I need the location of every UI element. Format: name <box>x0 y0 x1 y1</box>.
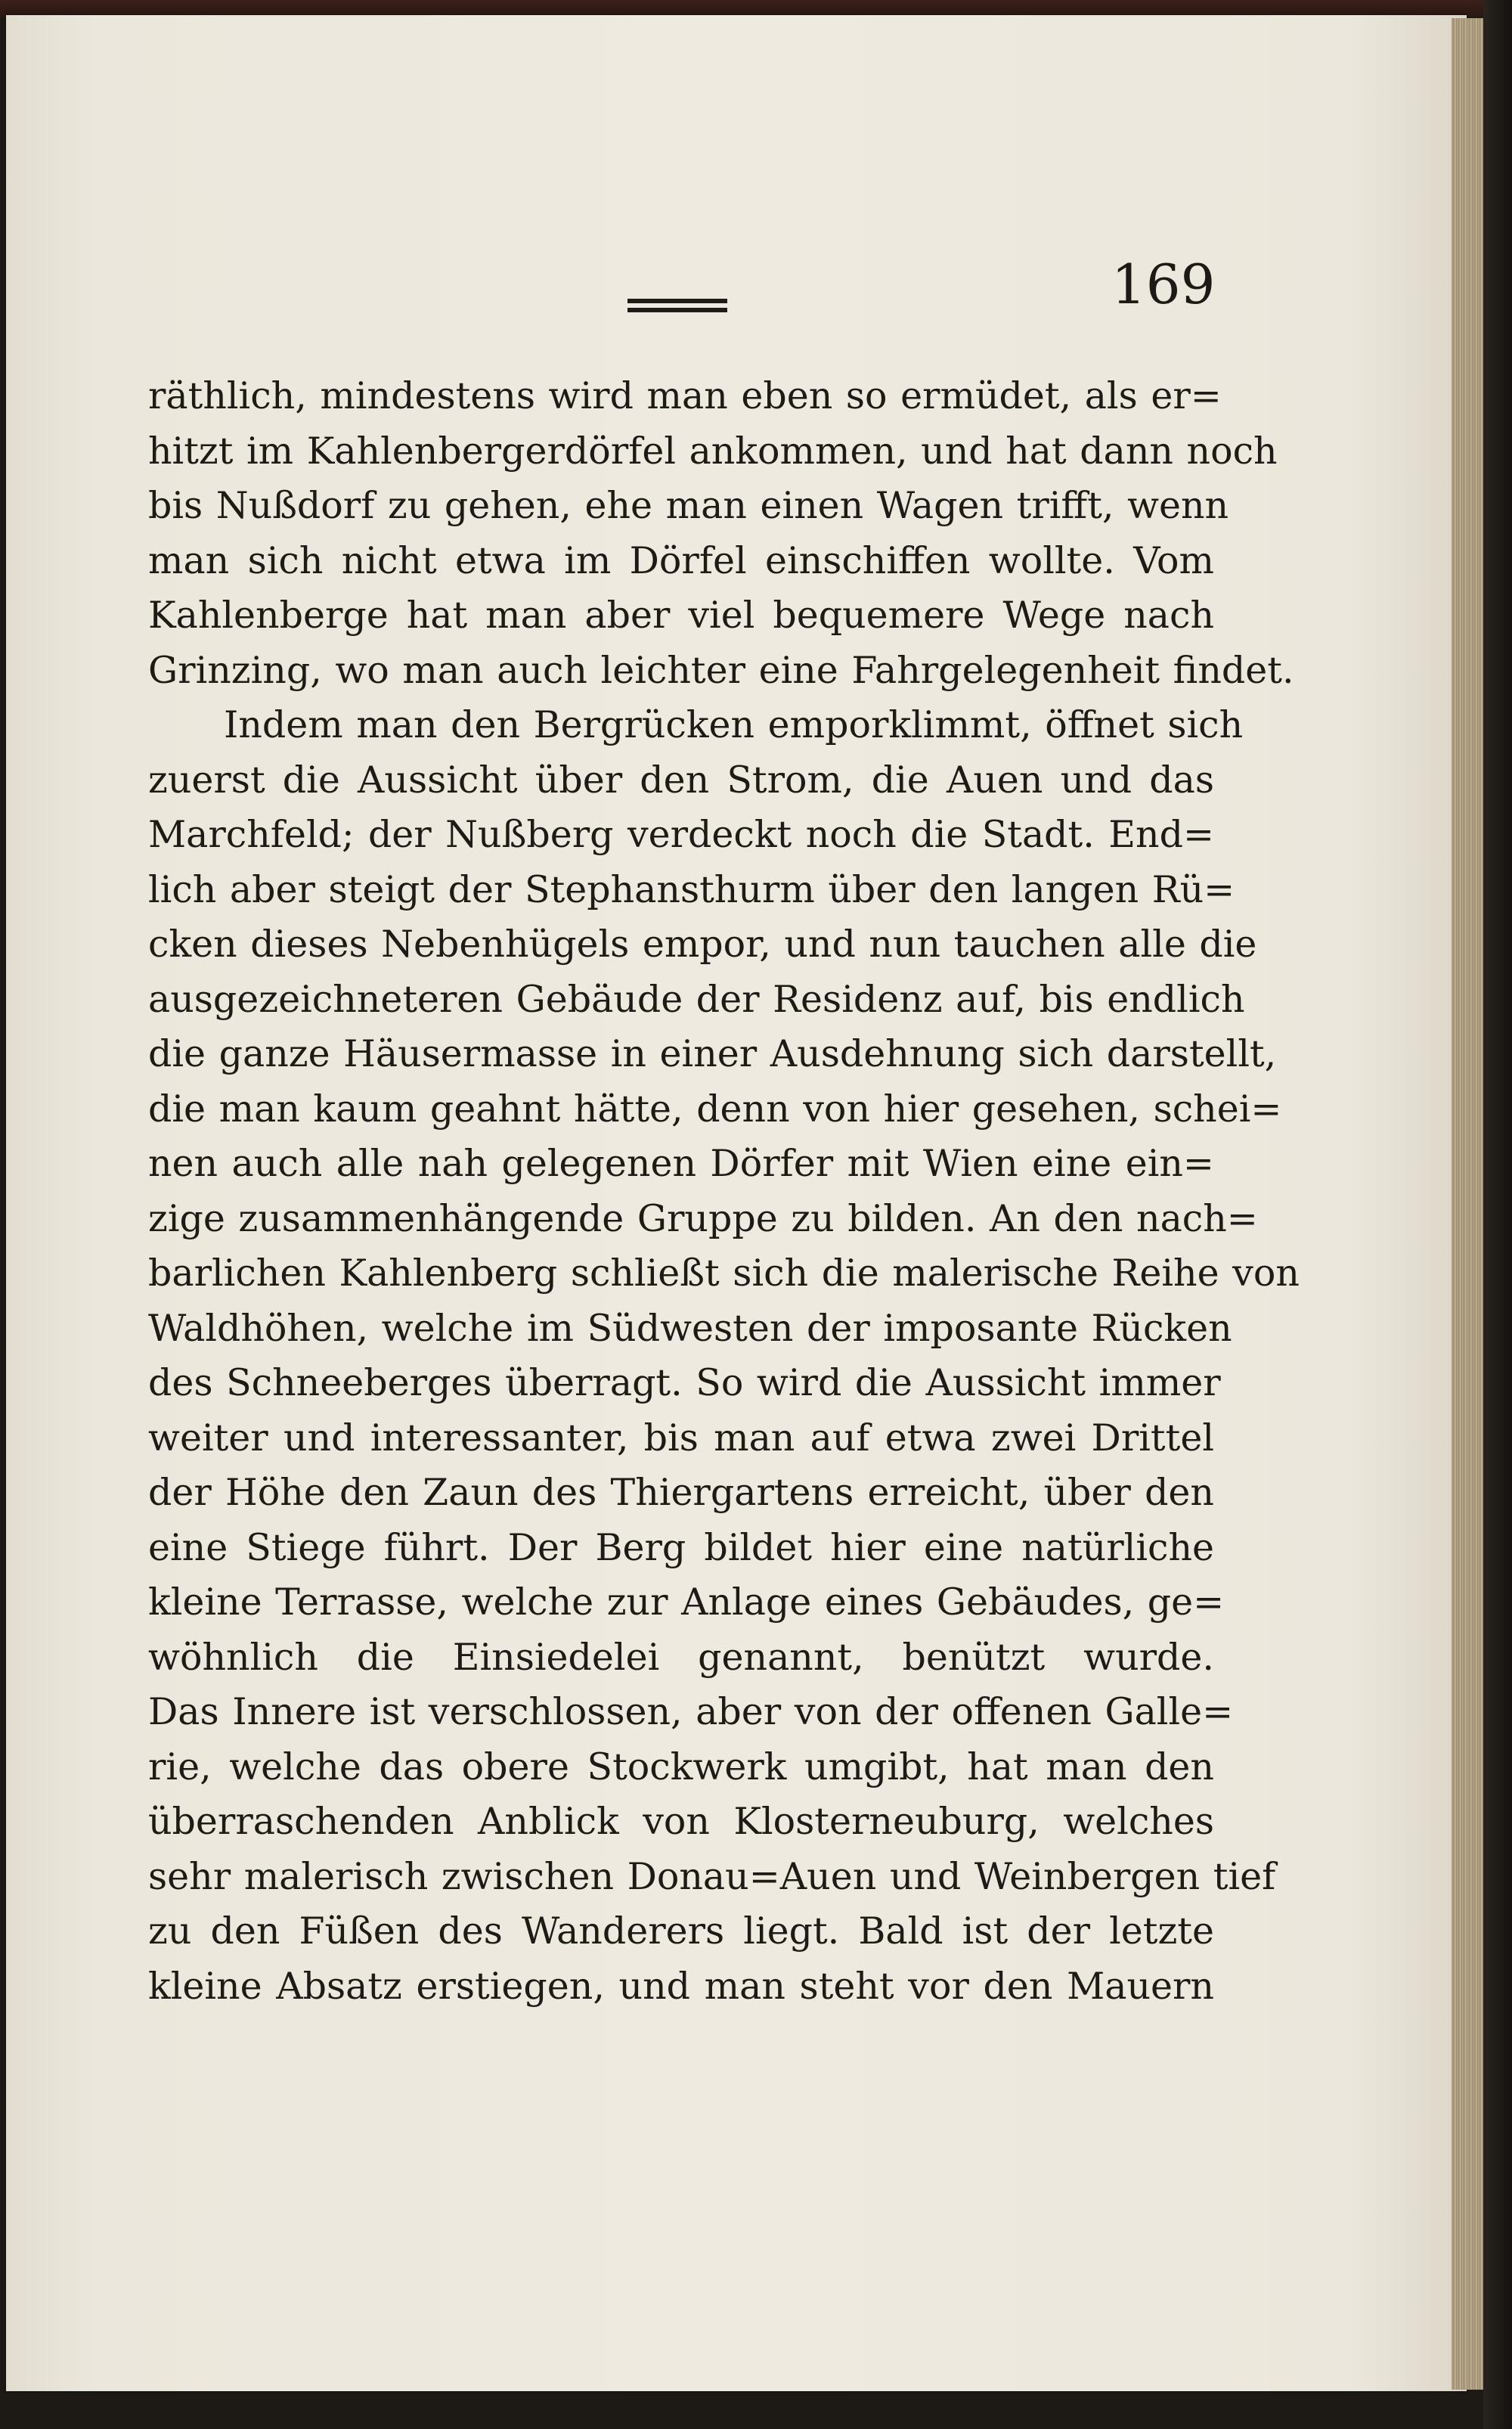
text-line: lich aber steigt der Stephansthurm über den langen Rü= <box>148 867 1235 911</box>
text-line: kleine Absatz erstiegen, und man steht vor den Mauern <box>148 1964 1214 2008</box>
text-line: der Höhe den Zaun des Thiergartens erreicht, über den <box>148 1471 1214 1514</box>
text-line: weiter und interessanter, bis man auf etwa zwei Drittel <box>148 1416 1214 1460</box>
text-line: rie, welche das obere Stockwerk umgibt, hat man den <box>148 1745 1214 1788</box>
text-line: bis Nußdorf zu gehen, ehe man einen Wagen trifft, wenn <box>148 484 1229 527</box>
text-line: ausgezeichneteren Gebäude der Residenz auf, bis endlich <box>148 977 1245 1021</box>
text-line: die man kaum geahnt hätte, denn von hier gesehen, schei= <box>148 1087 1282 1131</box>
text-line: Das Innere ist verschlossen, aber von der offenen Galle= <box>148 1690 1234 1733</box>
text-line: Kahlenberge hat man aber viel bequemere Wege nach <box>148 594 1214 637</box>
text-line: räthlich, mindestens wird man eben so ermüdet, als er= <box>148 374 1222 417</box>
text-line: sehr malerisch zwischen Donau=Auen und Weinbergen tief <box>148 1854 1276 1898</box>
text-line: zuerst die Aussicht über den Strom, die Auen und das <box>148 758 1214 802</box>
text-line: zu den Füßen des Wanderers liegt. Bald ist der letzte <box>148 1909 1214 1953</box>
text-line: Marchfeld; der Nußberg verdeckt noch die Stadt. End= <box>148 813 1214 856</box>
text-line: zige zusammenhängende Gruppe zu bilden. An den nach= <box>148 1196 1258 1240</box>
text-line: hitzt im Kahlenbergerdörfel ankommen, und hat dann noch <box>148 429 1278 473</box>
cover-shadow <box>1483 0 1512 2429</box>
text-line: des Schneeberges überragt. So wird die Aussicht immer <box>148 1361 1221 1404</box>
text-line: barlichen Kahlenberg schließt sich die malerische Reihe von <box>148 1252 1300 1295</box>
text-line: nen auch alle nah gelegenen Dörfer mit Wien eine ein= <box>148 1142 1214 1185</box>
text-line: Grinzing, wo man auch leichter eine Fahrgelegenheit findet. <box>148 648 1294 692</box>
page-number: 169 <box>1111 253 1216 316</box>
text-line: eine Stiege führt. Der Berg bildet hier eine natürliche <box>148 1525 1214 1569</box>
text-line: die ganze Häusermasse in einer Ausdehnung sich darstellt, <box>148 1032 1277 1075</box>
text-line: überraschenden Anblick von Klosterneuburg, welches <box>148 1800 1214 1843</box>
body-text <box>148 369 1300 2014</box>
page-edges <box>1452 18 1483 2390</box>
text-line: Indem man den Bergrücken emporklimmt, öffnet sich <box>224 703 1244 746</box>
text-line: wöhnlich die Einsiedelei genannt, benützt wurde. <box>148 1635 1214 1679</box>
text-line: Waldhöhen, welche im Südwesten der imposante Rücken <box>148 1306 1232 1350</box>
header-rule <box>627 299 727 312</box>
text-line: kleine Terrasse, welche zur Anlage eines Gebäudes, ge= <box>148 1581 1225 1624</box>
text-line: cken dieses Nebenhügels empor, und nun tauchen alle die <box>148 923 1257 966</box>
text-line: man sich nicht etwa im Dörfel einschiffen wollte. Vom <box>148 538 1214 582</box>
binding-strip <box>0 0 1512 17</box>
